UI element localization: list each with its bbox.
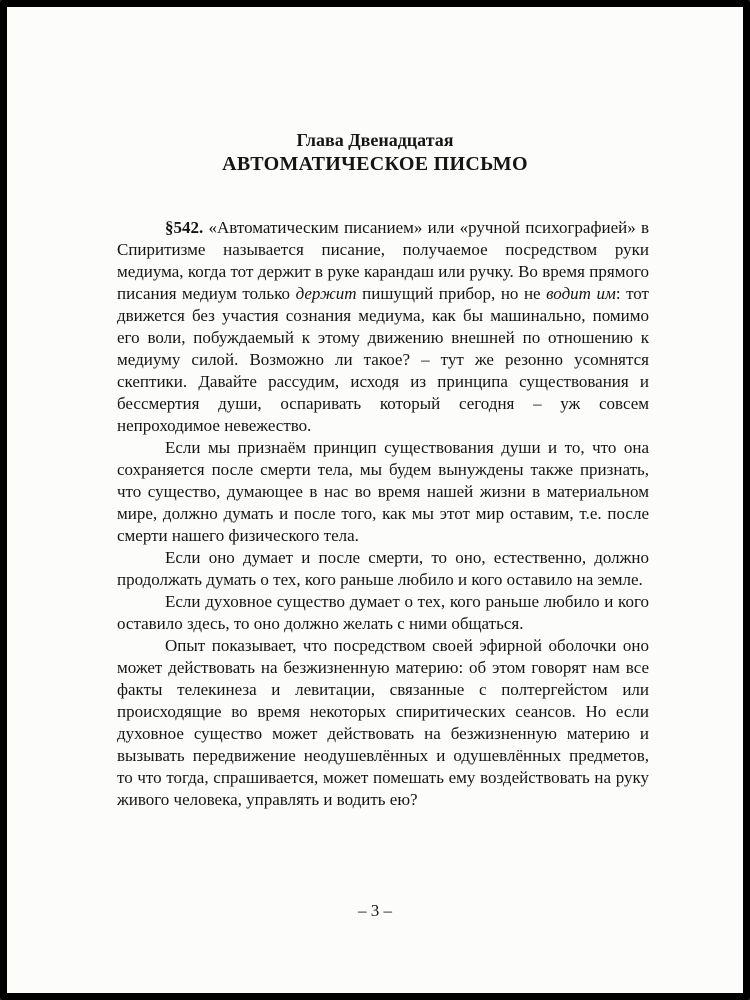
body-text — [117, 217, 649, 811]
chapter-number: Глава Двенадцатая — [296, 130, 454, 150]
chapter-title: АВТОМАТИЧЕСКОЕ ПИСЬМО — [222, 153, 528, 175]
chapter-heading — [7, 129, 743, 177]
paragraph-3: Если оно думает и после смерти, то оно, естественно, должно продолжать думать о тех, кого раньше любило и кого оставило на земле. — [117, 548, 649, 589]
paragraph-1: §542. «Автоматическим писанием» или «ручной психографией» в Спиритизме называется писание, получаемое посредством руки медиума, когда тот держит в руке карандаш или ручку. Во время прямого писания медиум только держит пишущий прибор, но не водит им: тот движется без участия сознания медиума, как бы машинально, помимо его воли, побуждаемый к этому движению внешней по отношению к медиуму силой. Возможно ли такое? – тут же резонно усомнятся скептики. Давайте рассудим, исходя из принципа существования и бессмертия души, оспаривать который сегодня – уж совсем непроходимое невежество. — [117, 218, 649, 435]
paragraph-4: Если духовное существо думает о тех, кого раньше любило и кого оставило здесь, то оно должно желать с ними общаться. — [117, 592, 649, 633]
page-number: – 3 – — [358, 901, 392, 920]
paragraph-5: Опыт показывает, что посредством своей эфирной оболочки оно может действовать на безжизненную материю: об этом говорят нам все факты телекинеза и левитации, связанные с полтергейстом или происходящие во время некоторых спиритических сеансов. Но если духовное существо может действовать на безжизненную материю и вызывать передвижение неодушевлённых и одушевлённых предметов, то что тогда, спрашивается, может помешать ему воздействовать на руку живого человека, управлять и водить ею? — [117, 636, 649, 809]
paragraph-2: Если мы признаём принцип существования души и то, что она сохраняется после смерти тела, мы будем вынуждены также признать, что существо, думающее в нас во время нашей жизни в материальном мире, должно думать и после того, как мы этот мир оставим, т.е. после смерти нашего физического тела. — [117, 438, 649, 545]
